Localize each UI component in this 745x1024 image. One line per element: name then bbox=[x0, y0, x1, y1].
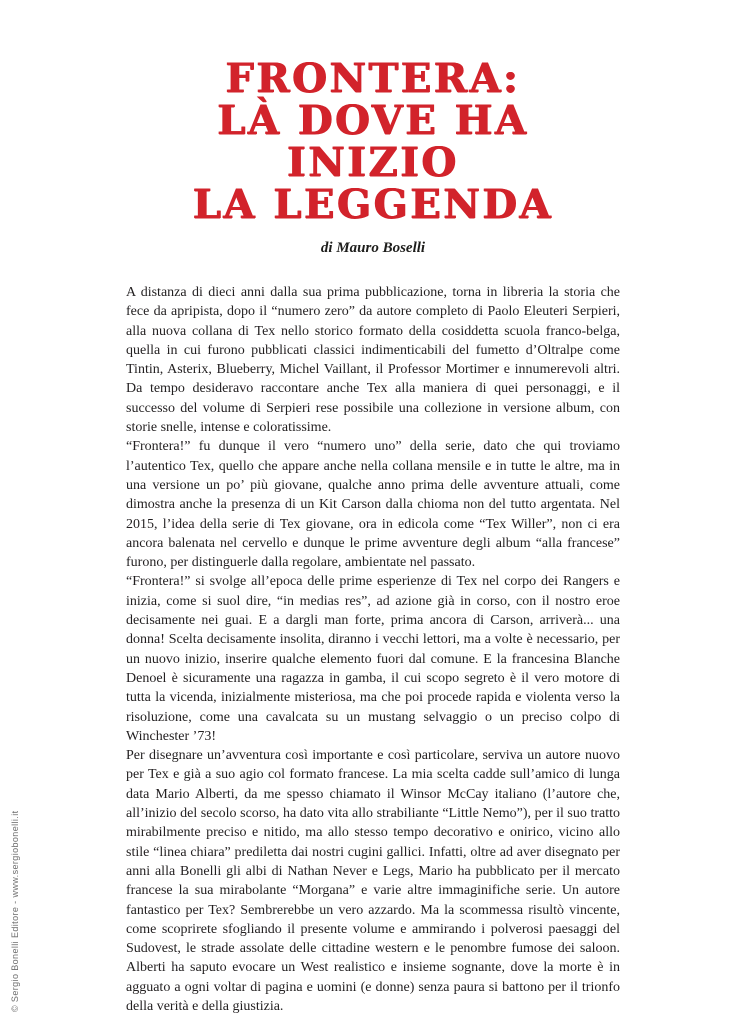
article-title bbox=[126, 55, 620, 228]
copyright-credit: © Sergio Bonelli Editore - www.sergiobonelli.it bbox=[10, 810, 20, 1012]
article-title-line-3: LA LEGGENDA bbox=[192, 181, 554, 228]
byline: di Mauro Boselli bbox=[320, 240, 426, 256]
article-title-line-2: LÀ DOVE HA INIZIO bbox=[217, 97, 529, 186]
body-paragraph: “Frontera!” fu dunque il vero “numero uno” della serie, dato che qui troviamo l’autentico Tex, quello che appare anche nella collana mensile e in tutte le altre, ma in una versione un po’ più giovane, qualche anno prima delle avventure attuali, come dimostra anche la presenza di un Kit Carson dalla chioma non del tutto argentata. Nel 2015, l’idea della serie di Tex giovane, ora in edicola come “Tex Willer”, non ci era ancora balenata nel cervello e dunque le prime avventure degli album “alla francese” furono, per distinguerle dalla regolare, ambientate nel passato. bbox=[126, 439, 620, 571]
content-column bbox=[126, 0, 620, 1016]
body-paragraph: A distanza di dieci anni dalla sua prima pubblicazione, torna in libreria la storia che fece da apripista, dopo il “numero zero” da autore completo di Paolo Eleuteri Serpieri, alla nuova collana di Tex nello storico formato della cosiddetta scuola franco-belga, quella in cui furono pubblicati classici indimenticabili del fumetto d’Oltralpe come Tintin, Asterix, Blueberry, Michel Vaillant, il Professor Mortimer e innumerevoli altri. Da tempo desideravo raccontare anche Tex alla maniera di quei personaggi, e il successo del volume di Serpieri rese possibile una collezione in versione album, con storie snelle, intense e coloratissime. bbox=[126, 285, 620, 436]
article-body bbox=[126, 283, 620, 1016]
article-title-line-1: FRONTERA: bbox=[225, 55, 521, 102]
body-paragraph: “Frontera!” si svolge all’epoca delle prime esperienze di Tex nel corpo dei Rangers e inizia, come si suol dire, “in medias res”, ad azione già in corso, con il nostro eroe decisamente nei guai. E a dargli man forte, prima ancora di Carson, arriverà... una donna! Scelta decisamente insolita, diranno i vecchi lettori, ma a volte è necessario, per un nuovo inizio, inserire qualche elemento fuori dal comune. E la francesina Blanche Denoel è sicuramente una ragazza in gamba, il cui scopo segreto è il vero motore di tutta la vicenda, inizialmente misteriosa, ma che poi procede rapida e violenta verso la risoluzione, come una cavalcata su un mustang selvaggio o un preciso colpo di Winchester ’73! bbox=[126, 574, 620, 744]
body-paragraph: Per disegnare un’avventura così importante e così particolare, serviva un autore nuovo per Tex e già a suo agio col formato francese. La mia scelta cadde sull’amico di lunga data Mario Alberti, da me spesso chiamato il Winsor McCay italiano (l’autore che, all’inizio del secolo scorso, ha dato vita allo strabiliante “Little Nemo”), per il suo tratto mirabilmente preciso e nitido, ma allo stesso tempo decorativo e onirico, vicino allo stile “linea chiara” prediletta dai nostri cugini gallici. Infatti, oltre ad aver disegnato per anni alla Bonelli gli albi di Nathan Never e Legs, Mario ha pubblicato per il mercato francese la sua mirabolante “Morgana” e varie altre immaginifiche serie. Un autore fantastico per Tex? Sembrerebbe un vero azzardo. Ma la scommessa risultò vincente, come scoprirete sfogliando il presente volume e ammirando i polverosi paesaggi del Sudovest, le strade assolate delle cittadine western e le penombre fumose dei saloon. Alberti ha saputo evocare un West realistico e insieme sognante, dove la morte è in agguato a ogni voltar di pagina e uomini (e donne) senza paura si battono per il trionfo della verità e della giustizia. bbox=[126, 748, 620, 1014]
